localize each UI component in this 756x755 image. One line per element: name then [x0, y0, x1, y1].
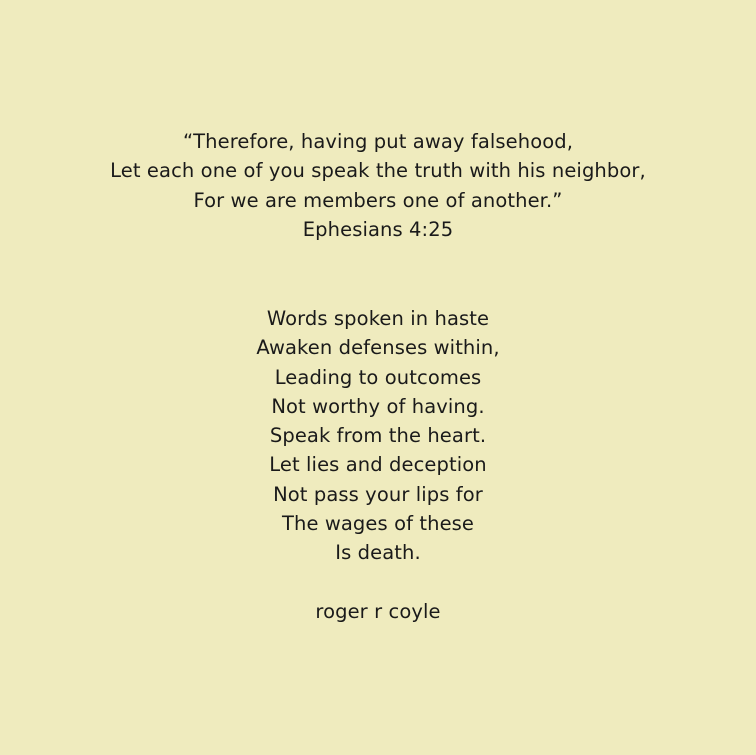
poem-line: Not pass your lips for	[273, 483, 483, 506]
poem-line: Is death.	[335, 541, 421, 564]
poem-line: Not worthy of having.	[271, 395, 485, 418]
poem-line: Let lies and deception	[269, 453, 487, 476]
scripture-line: “Therefore, having put away falsehood,	[182, 130, 574, 153]
scripture-reference: Ephesians 4:25	[302, 218, 454, 241]
scripture-line: For we are members one of another.”	[193, 189, 563, 212]
poem-line: The wages of these	[281, 512, 475, 535]
poem-line: Speak from the heart.	[269, 424, 487, 447]
poem-line: Words spoken in haste	[266, 307, 490, 330]
author-signature: roger r coyle	[315, 600, 441, 623]
poem-line: Leading to outcomes	[274, 366, 482, 389]
scripture-line: Let each one of you speak the truth with his neighbor,	[110, 159, 646, 182]
poem-line: Awaken defenses within,	[256, 336, 500, 359]
